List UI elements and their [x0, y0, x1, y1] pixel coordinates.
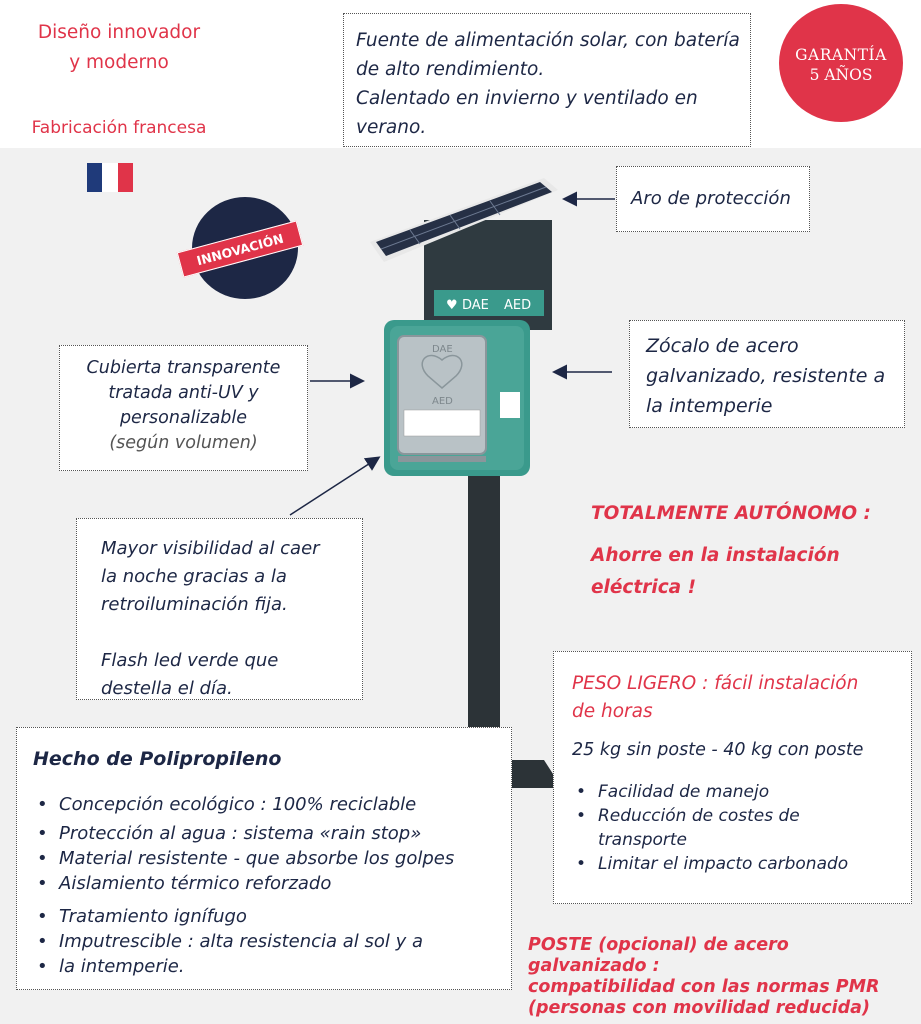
material-bullet-5: • Tratamiento ignífugo — [33, 904, 511, 929]
sign-dae: DAE — [462, 298, 489, 313]
made-in-france-label: Fabricación francesa — [31, 118, 207, 138]
base-line-2: galvanizado, resistente a — [646, 365, 886, 387]
weight-bullets — [572, 780, 911, 876]
cover-line-3: personalizable — [119, 408, 248, 428]
cover-line-1: Cubierta transparente — [86, 358, 281, 378]
material-bullets — [33, 792, 511, 979]
face-dae: DAE — [432, 344, 453, 355]
material-bullet-3: • Material resistente - que absorbe los golpes — [33, 846, 511, 871]
material-bullet-6: • Imputrescible : alta resistencia al sol y a — [33, 929, 511, 954]
face-aed: AED — [432, 396, 453, 407]
material-bullet-1: • Concepción ecológico : 100% reciclable — [33, 792, 511, 817]
ring-text: Aro de protección — [631, 188, 791, 209]
visibility-line-4: Flash led verde que — [101, 650, 279, 671]
autonomous-line-2: eléctrica ! — [591, 577, 697, 598]
solar-line-4: verano. — [356, 117, 427, 138]
material-box — [16, 727, 512, 990]
warranty-line-2: 5 AÑOS — [809, 66, 873, 84]
sign-aed: AED — [504, 298, 532, 313]
visibility-line-5: destella el día. — [101, 678, 233, 699]
weight-bullet-3: • Limitar el impacto carbonado — [572, 852, 911, 876]
cover-line-2: tratada anti-UV y — [108, 383, 259, 403]
weight-bullet-2: • Reducción de costes de transporte — [572, 804, 848, 852]
innovation-ribbon: INNOVACIÓN — [177, 220, 304, 277]
solar-line-2: de alto rendimiento. — [356, 59, 545, 80]
weight-title-1: PESO LIGERO : fácil instalación — [572, 673, 859, 694]
base-line-1: Zócalo de acero — [646, 335, 799, 357]
pole-line-4: (personas con movilidad reducida) — [528, 998, 870, 1018]
weight-bullet-1: • Facilidad de manejo — [572, 780, 911, 804]
weight-box — [553, 651, 912, 904]
solar-line-1: Fuente de alimentación solar, con batería — [356, 30, 740, 51]
autonomous-title: TOTALMENTE AUTÓNOMO : — [591, 503, 871, 524]
pole-text — [528, 935, 879, 1019]
design-tagline: Diseño innovador y moderno — [37, 22, 201, 73]
material-bullet-4: • Aislamiento térmico reforzado — [33, 871, 511, 896]
weight-title-2: de horas — [572, 701, 653, 722]
pole-line-1: POSTE (opcional) de acero — [528, 935, 789, 955]
pole-line-2: galvanizado : — [528, 956, 660, 976]
autonomous-line-1: Ahorre en la instalación — [591, 545, 840, 566]
visibility-arrow — [290, 458, 378, 515]
material-bullet-2: • Protección al agua : sistema «rain stop» — [33, 821, 511, 846]
heart-icon: ♥ — [446, 298, 458, 313]
visibility-line-2: la noche gracias a la — [101, 566, 287, 587]
warranty-line-1: GARANTÍA — [795, 46, 887, 64]
pole-line-3: compatibilidad con las normas PMR — [528, 977, 880, 997]
material-bullet-7: • la intemperie. — [33, 954, 511, 979]
material-title: Hecho de Polipropileno — [33, 748, 282, 770]
solar-line-3: Calentado en invierno y ventilado en — [356, 88, 698, 109]
visibility-line-1: Mayor visibilidad al caer — [101, 538, 320, 559]
visibility-line-3: retroiluminación fija. — [101, 594, 288, 615]
base-line-3: la intemperie — [646, 395, 773, 417]
cover-note: (según volumen) — [109, 433, 258, 453]
weight-values: 25 kg sin poste - 40 kg con poste — [572, 740, 864, 760]
